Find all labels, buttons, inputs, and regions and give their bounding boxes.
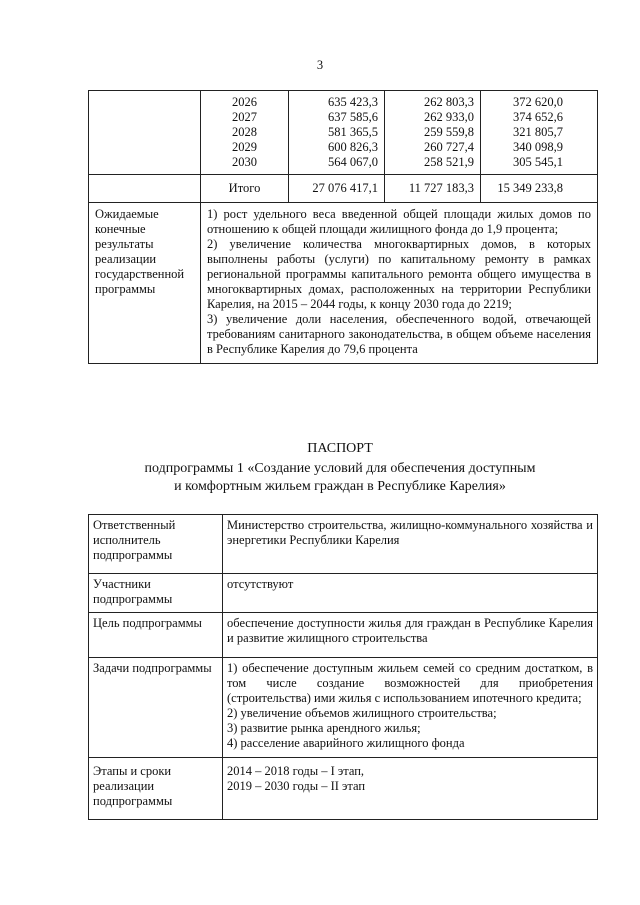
task-3: 3) развитие рынка арендного жилья;: [227, 721, 421, 735]
col2-cell: [385, 91, 481, 175]
responsible-row: [89, 515, 598, 574]
participants-value: отсутствуют: [223, 574, 598, 613]
year-2030: 2030: [232, 155, 257, 169]
stages-value: [223, 758, 598, 820]
col3-2029: 340 098,9: [513, 140, 563, 154]
funding-table: [88, 90, 598, 364]
total-cell: [289, 91, 385, 175]
expected-results-label: Ожидаемые конечные результаты реализации государственной программы: [89, 203, 201, 364]
total-2026: 635 423,3: [328, 95, 378, 109]
responsible-value: Министерство строительства, жилищно-коммунального хозяйства и энергетики Республики Карелия: [223, 515, 598, 574]
goal-label: Цель подпрограммы: [89, 613, 223, 658]
col2-2026: 262 803,3: [424, 95, 474, 109]
stage-1: 2014 – 2018 годы – I этап,: [227, 764, 365, 778]
expected-results-row: [89, 203, 598, 364]
funding-years-row: [89, 91, 598, 175]
col3-sum: 15 349 233,8: [481, 175, 598, 203]
funding-total-row: [89, 175, 598, 203]
passport-table: [88, 514, 598, 820]
expected-result-1: 1) рост удельного веса введенной общей площади жилых домов по отношению к общей площади жилищного фонда до 1,9 процента;: [207, 207, 591, 236]
total-2030: 564 067,0: [328, 155, 378, 169]
year-2028: 2028: [232, 125, 257, 139]
col2-2028: 259 559,8: [424, 125, 474, 139]
stages-row: [89, 758, 598, 820]
expected-result-3: 3) увеличение доли населения, обеспеченного водой, отвечающей требованиям санитарного законодательства, в общем объеме населения в Республике Карелия до 79,6 процента: [207, 312, 591, 356]
goal-value: обеспечение доступности жилья для граждан в Республике Карелия и развитие жилищного строительства: [223, 613, 598, 658]
year-2029: 2029: [232, 140, 257, 154]
col2-2027: 262 933,0: [424, 110, 474, 124]
year-cell: [201, 91, 289, 175]
stage-2: 2019 – 2030 годы – II этап: [227, 779, 366, 793]
task-1: 1) обеспечение доступным жильем семей со средним достатком, в том числе создание возможностей для приобретения (строительства) ими жилья с использованием ипотечного кредита;: [227, 661, 593, 705]
total-label: Итого: [201, 175, 289, 203]
passport-title: ПАСПОРТ: [307, 441, 373, 456]
year-2026: 2026: [232, 95, 257, 109]
passport-subtitle-line2: и комфортным жильем граждан в Республике Карелия»: [174, 479, 506, 494]
col2-sum: 11 727 183,3: [385, 175, 481, 203]
col2-2030: 258 521,9: [424, 155, 474, 169]
tasks-row: [89, 658, 598, 758]
year-2027: 2027: [232, 110, 257, 124]
total-sum: 27 076 417,1: [289, 175, 385, 203]
col3-2026: 372 620,0: [513, 95, 563, 109]
participants-row: [89, 574, 598, 613]
task-4: 4) расселение аварийного жилищного фонда: [227, 736, 465, 750]
col3-2027: 374 652,6: [513, 110, 563, 124]
total-2027: 637 585,6: [328, 110, 378, 124]
col2-2029: 260 727,4: [424, 140, 474, 154]
passport-subtitle-line1: подпрограммы 1 «Создание условий для обеспечения доступным: [144, 461, 536, 476]
total-2028: 581 365,5: [328, 125, 378, 139]
expected-results-value: [201, 203, 598, 364]
goal-row: [89, 613, 598, 658]
participants-label: Участники подпрограммы: [89, 574, 223, 613]
page-number: 3: [316, 58, 324, 72]
col3-2030: 305 545,1: [513, 155, 563, 169]
task-2: 2) увеличение объемов жилищного строительства;: [227, 706, 497, 720]
funding-label-cell: [89, 91, 201, 175]
stages-label: Этапы и сроки реализации подпрограммы: [89, 758, 223, 820]
funding-label-cell-2: [89, 175, 201, 203]
total-2029: 600 826,3: [328, 140, 378, 154]
col3-2028: 321 805,7: [513, 125, 563, 139]
tasks-value: [223, 658, 598, 758]
tasks-label: Задачи подпрограммы: [89, 658, 223, 758]
col3-cell: [481, 91, 598, 175]
responsible-label: Ответственный исполнитель подпрограммы: [89, 515, 223, 574]
expected-result-2: 2) увеличение количества многоквартирных домов, в которых выполнены работы (услуги) по капитальному ремонту в рамках региональной программы капитального ремонта общего имущества в многоквартирных домах, расположенных на территории Республики Карелия, на 2015 – 2044 годы, к концу 2030 года до 2219;: [207, 237, 591, 311]
